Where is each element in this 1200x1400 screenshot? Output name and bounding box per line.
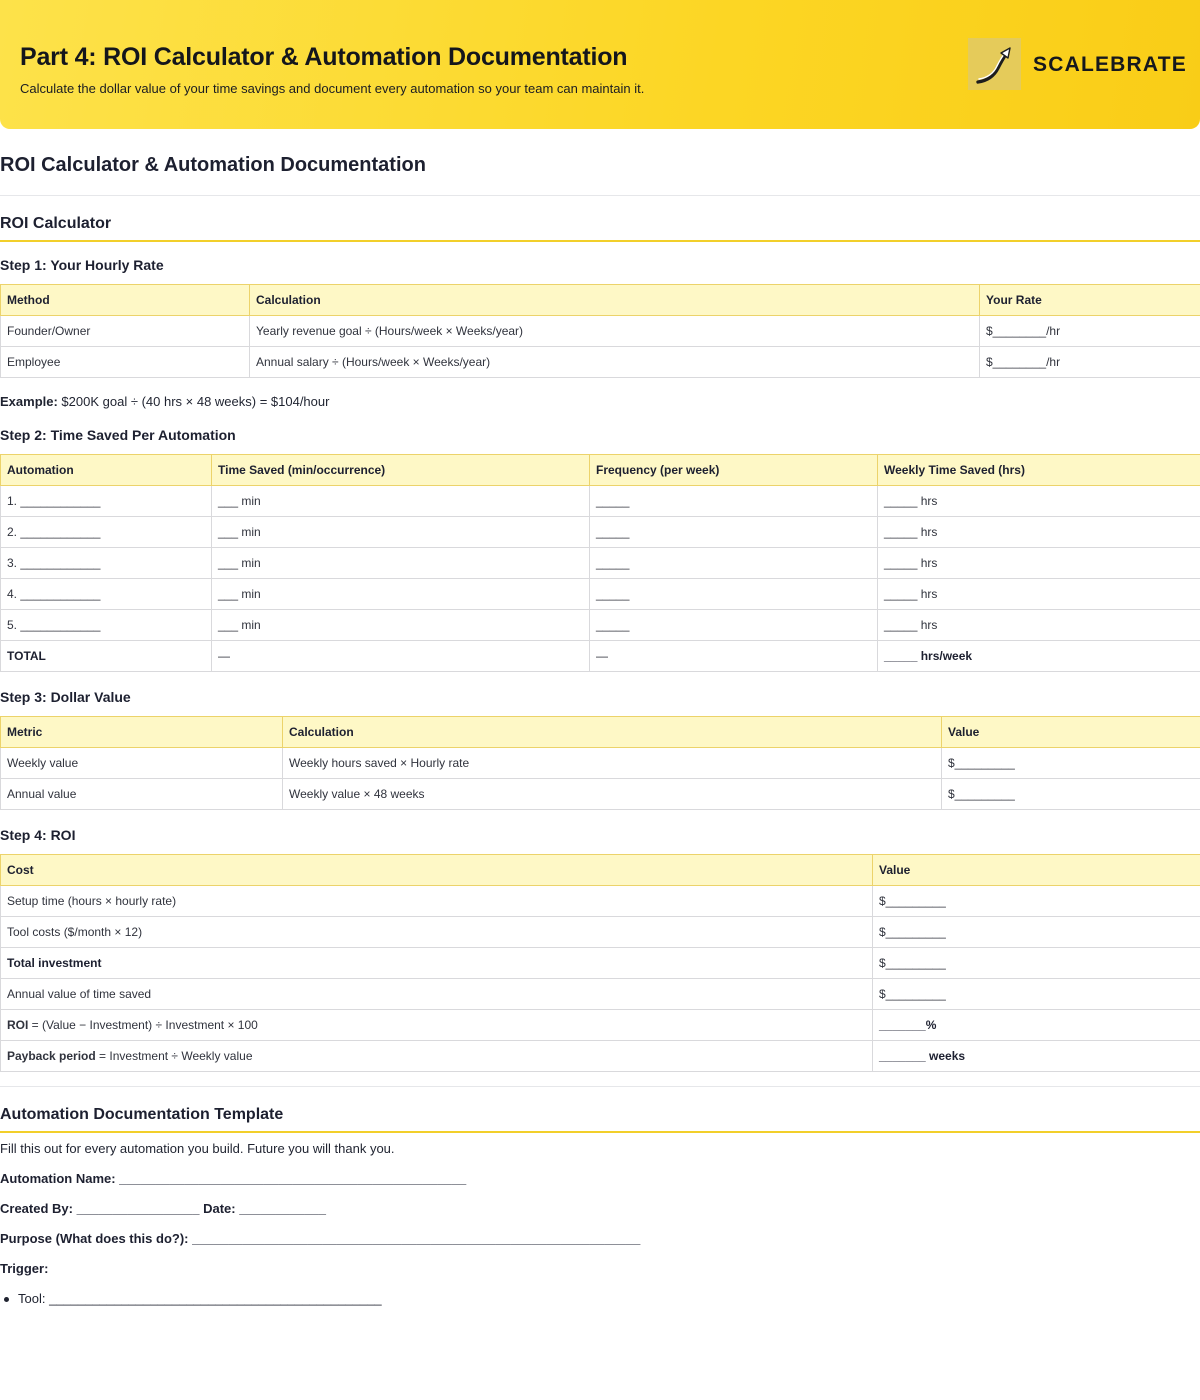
automation-name-field[interactable]: Automation Name: ________________________________________________ <box>0 1171 467 1186</box>
weekly-hours-cell[interactable]: _____ hrs <box>878 548 1200 579</box>
table-row <box>1 979 1200 1010</box>
table-cell: Founder/Owner <box>1 316 250 347</box>
table-cell: Yearly revenue goal ÷ (Hours/week × Weeks/year) <box>250 316 980 347</box>
step4-title: Step 4: ROI <box>0 827 76 843</box>
column-header: Calculation <box>250 285 980 316</box>
bullet-dot <box>4 1297 9 1302</box>
column-header: Frequency (per week) <box>590 455 878 486</box>
table-cell: — <box>212 641 590 672</box>
automation-name-cell[interactable]: 5. ____________ <box>1 610 212 641</box>
page-title: Part 4: ROI Calculator & Automation Documentation <box>20 43 628 71</box>
table-cell: — <box>590 641 878 672</box>
column-header: Cost <box>1 855 873 886</box>
column-header: Value <box>942 717 1200 748</box>
section-rule <box>0 240 1200 242</box>
total-label: TOTAL <box>1 641 212 672</box>
table-row <box>1 748 1200 779</box>
header-banner <box>0 0 1200 129</box>
automation-name-cell[interactable]: 3. ____________ <box>1 548 212 579</box>
value-input-cell[interactable]: $_________ <box>873 886 1200 917</box>
table-row <box>1 917 1200 948</box>
table-cell: Total investment <box>1 948 873 979</box>
column-header: Metric <box>1 717 283 748</box>
weekly-hours-cell[interactable]: _____ hrs <box>878 610 1200 641</box>
column-header: Weekly Time Saved (hrs) <box>878 455 1200 486</box>
section-title-roi: ROI Calculator <box>0 215 112 232</box>
automation-name-cell[interactable]: 1. ____________ <box>1 486 212 517</box>
column-header: Time Saved (min/occurrence) <box>212 455 590 486</box>
table-cell: Annual salary ÷ (Hours/week × Weeks/year) <box>250 347 980 378</box>
automation-name-cell[interactable]: 4. ____________ <box>1 579 212 610</box>
time-saved-cell[interactable]: ___ min <box>212 579 590 610</box>
table-row <box>1 517 1200 548</box>
section-rule <box>0 1131 1200 1133</box>
payback-weeks-cell[interactable]: _______ weeks <box>873 1041 1200 1072</box>
table-cell: Tool costs ($/month × 12) <box>1 917 873 948</box>
trigger-label: Trigger: <box>0 1261 49 1276</box>
step2-title: Step 2: Time Saved Per Automation <box>0 427 236 443</box>
table-row <box>1 1041 1200 1072</box>
table-cell: Annual value <box>1 779 283 810</box>
table-row <box>1 779 1200 810</box>
created-by-field[interactable]: Created By: _________________ Date: ____________ <box>0 1201 326 1216</box>
column-header: Calculation <box>283 717 942 748</box>
frequency-cell[interactable]: _____ <box>590 486 878 517</box>
value-input-cell[interactable]: $_________ <box>873 948 1200 979</box>
table-row <box>1 548 1200 579</box>
table-row <box>1 1010 1200 1041</box>
rising-arrow-icon <box>968 38 1021 90</box>
rate-input-cell[interactable]: $________/hr <box>980 316 1200 347</box>
frequency-cell[interactable]: _____ <box>590 548 878 579</box>
total-hours-cell[interactable]: _____ hrs/week <box>878 641 1200 672</box>
example-text: $200K goal ÷ (40 hrs × 48 weeks) = $104/hour <box>57 394 330 409</box>
table-header-row <box>1 717 1200 748</box>
example-label: Example: <box>0 394 58 409</box>
table-row <box>1 610 1200 641</box>
purpose-field[interactable]: Purpose (What does this do?): ______________________________________________________________ <box>0 1231 641 1246</box>
time-saved-cell[interactable]: ___ min <box>212 486 590 517</box>
automation-name-cell[interactable]: 2. ____________ <box>1 517 212 548</box>
table-cell <box>1 1010 873 1041</box>
frequency-cell[interactable]: _____ <box>590 517 878 548</box>
brand-logo <box>968 38 1021 90</box>
table-header-row <box>1 455 1200 486</box>
total-row <box>1 641 1200 672</box>
value-input-cell[interactable]: $_________ <box>942 779 1200 810</box>
table-row <box>1 316 1200 347</box>
column-header: Method <box>1 285 250 316</box>
document-title: ROI Calculator & Automation Documentation <box>0 154 426 176</box>
column-header: Value <box>873 855 1200 886</box>
table-cell: Annual value of time saved <box>1 979 873 1010</box>
roi-label: ROI <box>7 1018 29 1032</box>
table-row <box>1 948 1200 979</box>
time-saved-cell[interactable]: ___ min <box>212 610 590 641</box>
table-row <box>1 486 1200 517</box>
value-input-cell[interactable]: $_________ <box>873 979 1200 1010</box>
frequency-cell[interactable]: _____ <box>590 610 878 641</box>
table-cell <box>1 1041 873 1072</box>
table-cell: Weekly value × 48 weeks <box>283 779 942 810</box>
frequency-cell[interactable]: _____ <box>590 579 878 610</box>
section-title-docs: Automation Documentation Template <box>0 1106 284 1123</box>
divider <box>0 1086 1200 1087</box>
time-saved-table <box>0 454 1200 672</box>
time-saved-cell[interactable]: ___ min <box>212 517 590 548</box>
hourly-rate-table <box>0 284 1200 378</box>
divider <box>0 195 1200 196</box>
table-cell: Employee <box>1 347 250 378</box>
roi-formula: = (Value − Investment) ÷ Investment × 100 <box>28 1018 258 1032</box>
step3-title: Step 3: Dollar Value <box>0 689 131 705</box>
column-header: Automation <box>1 455 212 486</box>
table-cell: Weekly hours saved × Hourly rate <box>283 748 942 779</box>
docs-intro: Fill this out for every automation you build. Future you will thank you. <box>0 1141 395 1156</box>
roi-percent-cell[interactable]: _______% <box>873 1010 1200 1041</box>
weekly-hours-cell[interactable]: _____ hrs <box>878 517 1200 548</box>
step1-title: Step 1: Your Hourly Rate <box>0 257 164 273</box>
table-cell: Weekly value <box>1 748 283 779</box>
table-header-row <box>1 285 1200 316</box>
rate-input-cell[interactable]: $________/hr <box>980 347 1200 378</box>
trigger-tool-field[interactable]: Tool: ______________________________________________ <box>18 1291 382 1306</box>
column-header: Your Rate <box>980 285 1200 316</box>
table-header-row <box>1 855 1200 886</box>
weekly-hours-cell[interactable]: _____ hrs <box>878 579 1200 610</box>
table-cell: Setup time (hours × hourly rate) <box>1 886 873 917</box>
value-input-cell[interactable]: $_________ <box>942 748 1200 779</box>
table-row <box>1 886 1200 917</box>
payback-label: Payback period <box>7 1049 96 1063</box>
payback-formula: = Investment ÷ Weekly value <box>95 1049 253 1063</box>
weekly-hours-cell[interactable]: _____ hrs <box>878 486 1200 517</box>
brand-name: SCALEBRATE <box>1033 53 1187 76</box>
value-input-cell[interactable]: $_________ <box>873 917 1200 948</box>
example-note <box>0 394 329 409</box>
roi-table <box>0 854 1200 1072</box>
table-row <box>1 347 1200 378</box>
dollar-value-table <box>0 716 1200 810</box>
page-subtitle: Calculate the dollar value of your time savings and document every automation so your team can maintain it. <box>20 81 645 96</box>
table-row <box>1 579 1200 610</box>
time-saved-cell[interactable]: ___ min <box>212 548 590 579</box>
